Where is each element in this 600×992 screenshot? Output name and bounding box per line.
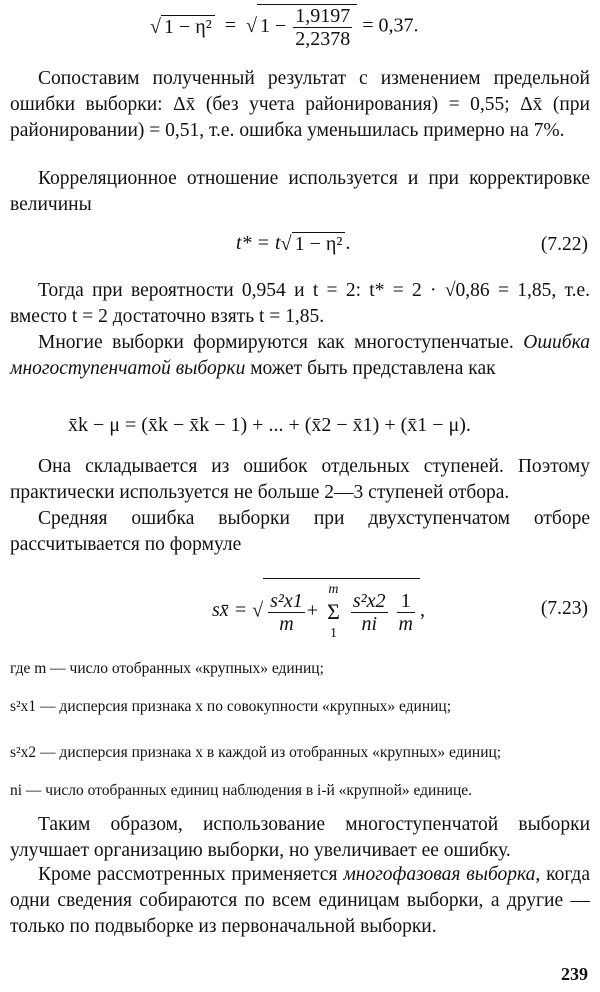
paragraph-1: Сопоставим полученный результат с изменением предельной ошибки выборки: Δx̄ (без учета районирования) = 0,55; Δx̄ (при районировании) = 0,51, т.е. ошибка уменьшилась примерно на 7%. xyxy=(10,68,590,141)
definition-s-x1: s²x1 — дисперсия признака x по совокупности «крупных» единиц; xyxy=(10,698,452,715)
paragraph-5: Она складывается из ошибок отдельных ступеней. Поэтому практически используется не больше 2—3 ступеней отбора. xyxy=(10,456,590,503)
sqrt-symbol: √ 1 − η² xyxy=(150,15,215,39)
definition-m: где m — число отобранных «крупных» единиц; xyxy=(10,660,324,677)
formula-7-22: t* = t√ 1 − η² . xyxy=(236,232,351,256)
equation-number-7-22: (7.22) xyxy=(540,234,588,255)
italic-term: многофазовая выборка xyxy=(343,864,536,885)
formula-multistage: x̄k − μ = (x̄k − x̄k − 1) + ... + (x̄2 − x̄1) + (x̄1 − μ). xyxy=(68,414,471,436)
top-formula: √ 1 − η² = √ 1 − $\frac{1,9197}{2,2378}$ = 0,37. xyxy=(150,5,419,50)
paragraph-3: Тогда при вероятности 0,954 и t = 2: t* = 2 · √0,86 = 1,85, т.е. вместо t = 2 достаточно взять t = 1,85. xyxy=(10,280,590,327)
italic-term: Ошибка многоступенчатой выборки xyxy=(10,332,590,379)
page-number: 239 xyxy=(561,964,588,984)
paragraph-2: Корреляционное отношение используется и при корректировке величины xyxy=(10,168,590,215)
formula-7-23: sx̄ = √ $\frac{\text{s²x1}}{m}$ + m Σ 1 $\frac{\text{s²x2}}{ni}$ $\frac{1}{m}$ , xyxy=(212,578,425,645)
paragraph-4: Многие выборки формируются как многоступенчатые. Ошибка многоступенчатой выборки может быть представлена как xyxy=(10,332,590,379)
paragraph-7: Таким образом, использование многоступенчатой выборки улучшает организацию выборки, но увеличивает ее ошибку. xyxy=(10,814,590,861)
definition-s-x2: s²x2 — дисперсия признака x в каждой из отобранных «крупных» единиц; xyxy=(10,744,502,761)
definition-ni: ni — число отобранных единиц наблюдения в i-й «крупной» единице. xyxy=(10,782,472,799)
paragraph-6: Средняя ошибка выборки при двухступенчатом отборе рассчитывается по формуле xyxy=(10,508,590,555)
equation-number-7-23: (7.23) xyxy=(540,598,588,619)
paragraph-8: Кроме рассмотренных применяется многофазовая выборка, когда одни сведения собираются по всем единицам выборки, а другие — только по подвыборке из первоначальной выборки. xyxy=(10,864,591,937)
